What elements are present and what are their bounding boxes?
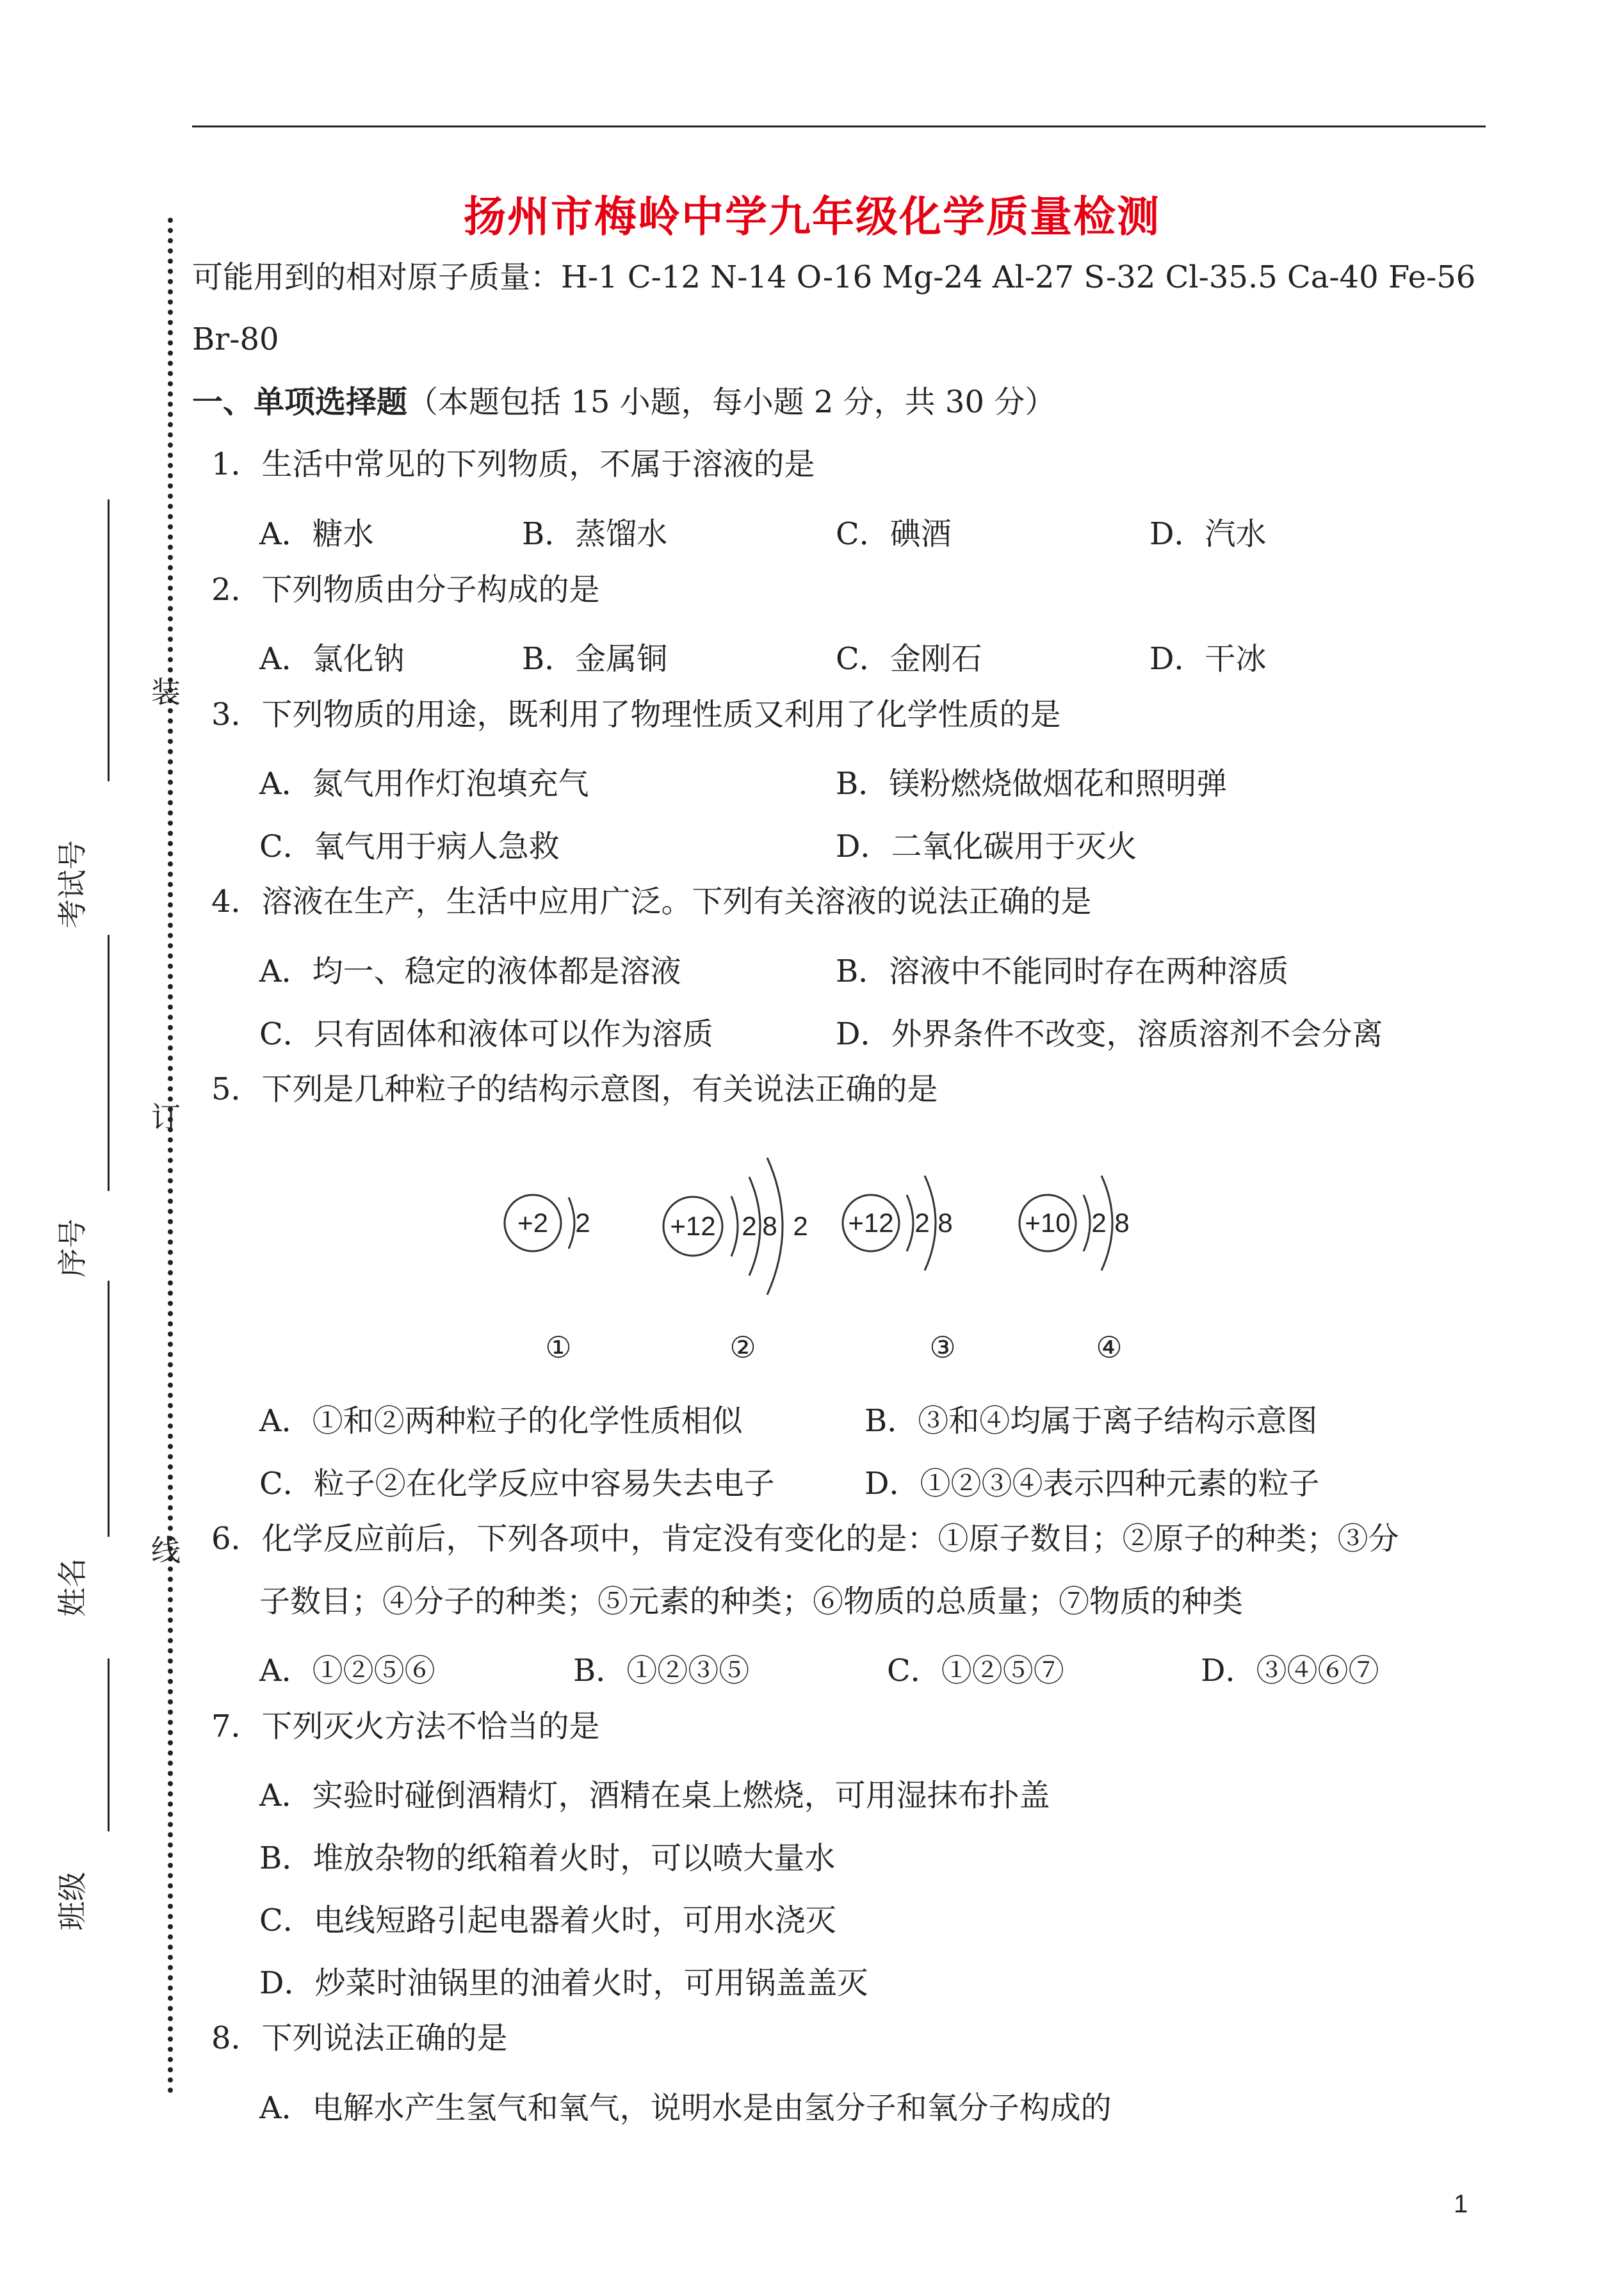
class-underline (108, 1658, 110, 1831)
atom-3-label: ③ (929, 1331, 956, 1364)
section-note: （本题包括 15 小题，每小题 2 分，共 30 分） (407, 384, 1056, 420)
q4-option-c[interactable]: C．只有固体和液体可以作为溶质 (259, 1016, 713, 1052)
q7-option-d[interactable]: D．炒菜时油锅里的油着火时，可用锅盖盖灭 (259, 1965, 868, 2001)
q3-option-a[interactable]: A．氮气用作灯泡填充气 (259, 766, 589, 802)
binding-mark-xian: 线 (151, 1533, 181, 1568)
q2-option-a[interactable]: A．氯化钠 (259, 641, 405, 677)
atom-4-label: ④ (1096, 1331, 1123, 1364)
atom-3-nucleus-charge: +12 (848, 1208, 894, 1238)
atom-2-label: ② (729, 1331, 756, 1364)
atom-4-shell-1-count: 2 (1091, 1208, 1107, 1238)
q7-option-a[interactable]: A．实验时碰倒酒精灯，酒精在桌上燃烧，可用湿抹布扑盖 (259, 1778, 1050, 1813)
q3-option-d[interactable]: D．二氧化碳用于灭火 (836, 829, 1137, 864)
q6-option-a[interactable]: A．①②⑤⑥ (259, 1653, 435, 1689)
atom-1-label: ① (545, 1331, 572, 1364)
atom-2-nucleus-charge: +12 (670, 1211, 716, 1241)
atom-4-shell-2-count: 8 (1114, 1208, 1130, 1238)
top-rule (192, 126, 1486, 127)
q1-option-d[interactable]: D．汽水 (1149, 516, 1267, 552)
name-underline (108, 1281, 110, 1537)
q1-option-a[interactable]: A．糖水 (259, 516, 374, 552)
binding-dotted-line (168, 218, 173, 2094)
q6-option-d[interactable]: D．③④⑥⑦ (1201, 1653, 1379, 1689)
binding-mark-zhuang: 装 (151, 675, 181, 710)
binding-mark-ding: 订 (151, 1100, 181, 1135)
atom-1-nucleus-charge: +2 (517, 1208, 548, 1238)
seat-number-field[interactable] (38, 1143, 102, 1277)
q4-option-d[interactable]: D．外界条件不改变，溶质溶剂不会分离 (836, 1016, 1383, 1052)
q4-option-b[interactable]: B．溶液中不能同时存在两种溶质 (836, 953, 1289, 989)
atom-4-nucleus-charge: +10 (1025, 1208, 1071, 1238)
question-7-stem: 7．下列灭火方法不恰当的是 (211, 1708, 600, 1744)
atom-1-shell-1 (569, 1197, 574, 1249)
atom-3-shell-1 (907, 1195, 913, 1251)
question-6-stem-line-2: 子数目；④分子的种类；⑤元素的种类；⑥物质的总质量；⑦物质的种类 (259, 1584, 1244, 1619)
question-6-stem-line-1: 6．化学反应前后，下列各项中，肯定没有变化的是：①原子数目；②原子的种类；③分 (211, 1521, 1399, 1557)
atom-2-shell-3-count: 2 (793, 1211, 808, 1241)
q5-option-b[interactable]: B．③和④均属于离子结构示意图 (865, 1403, 1318, 1439)
q6-option-c[interactable]: C．①②⑤⑦ (887, 1653, 1064, 1689)
atomic-mass-line-1: 可能用到的相对原子质量：H-1 C-12 N-14 O-16 Mg-24 Al-27 S-32 Cl-35.5 Ca-40 Fe-56 (192, 259, 1476, 295)
atomic-mass-line-2: Br-80 (192, 321, 279, 357)
page-title: 扬州市梅岭中学九年级化学质量检测 (464, 192, 1160, 241)
q7-option-c[interactable]: C．电线短路引起电器着火时，可用水浇灭 (259, 1902, 836, 1938)
question-8-stem: 8．下列说法正确的是 (211, 2020, 508, 2056)
q2-option-c[interactable]: C．金刚石 (836, 641, 982, 677)
atom-3-shell-1-count: 2 (914, 1208, 930, 1238)
atom-2-shell-1 (731, 1196, 738, 1256)
q3-option-b[interactable]: B．镁粉燃烧做烟花和照明弹 (836, 766, 1228, 802)
section-heading (192, 384, 1055, 421)
q7-option-b[interactable]: B．堆放杂物的纸箱着火时，可以喷大量水 (259, 1840, 836, 1876)
atom-2-shell-1-count: 2 (742, 1211, 757, 1241)
atom-structure-diagrams (487, 1127, 1255, 1364)
atom-2-shell-2-count: 8 (762, 1211, 777, 1241)
name-field[interactable] (38, 1482, 102, 1617)
atom-3-shell-2-count: 8 (938, 1208, 953, 1238)
section-title: 一、单项选择题 (192, 384, 408, 420)
q2-option-b[interactable]: B．金属铜 (522, 641, 668, 677)
question-3-stem: 3．下列物质的用途，既利用了物理性质又利用了化学性质的是 (211, 697, 1061, 733)
q8-option-a[interactable]: A．电解水产生氢气和氧气，说明水是由氢分子和氧分子构成的 (259, 2090, 1112, 2126)
q1-option-b[interactable]: B．蒸馏水 (522, 516, 668, 552)
exam-number-underline (108, 499, 110, 781)
seat-number-underline (108, 935, 110, 1191)
exam-number-label: 考试号 (55, 840, 90, 929)
question-5-stem: 5．下列是几种粒子的结构示意图，有关说法正确的是 (211, 1071, 938, 1107)
question-2-stem: 2．下列物质由分子构成的是 (211, 572, 600, 608)
q5-option-d[interactable]: D．①②③④表示四种元素的粒子 (865, 1466, 1320, 1502)
page-number: 1 (1454, 2190, 1468, 2218)
seat-number-label: 序号 (55, 1219, 90, 1277)
q1-option-c[interactable]: C．碘酒 (836, 516, 952, 552)
q2-option-d[interactable]: D．干冰 (1149, 641, 1267, 677)
q5-option-a[interactable]: A．①和②两种粒子的化学性质相似 (259, 1403, 743, 1439)
class-label: 班级 (55, 1872, 90, 1931)
class-field[interactable] (38, 1796, 102, 1931)
q5-option-c[interactable]: C．粒子②在化学反应中容易失去电子 (259, 1466, 775, 1502)
question-4-stem: 4．溶液在生产，生活中应用广泛。下列有关溶液的说法正确的是 (211, 884, 1092, 920)
name-label: 姓名 (55, 1558, 90, 1617)
atom-1-shell-1-count: 2 (575, 1208, 590, 1238)
exam-number-field[interactable] (38, 794, 102, 929)
q6-option-b[interactable]: B．①②③⑤ (573, 1653, 750, 1689)
question-1-stem: 1．生活中常见的下列物质，不属于溶液的是 (211, 446, 815, 482)
q4-option-a[interactable]: A．均一、稳定的液体都是溶液 (259, 953, 681, 989)
atom-4-shell-1 (1084, 1195, 1090, 1251)
q3-option-c[interactable]: C．氧气用于病人急救 (259, 829, 560, 864)
